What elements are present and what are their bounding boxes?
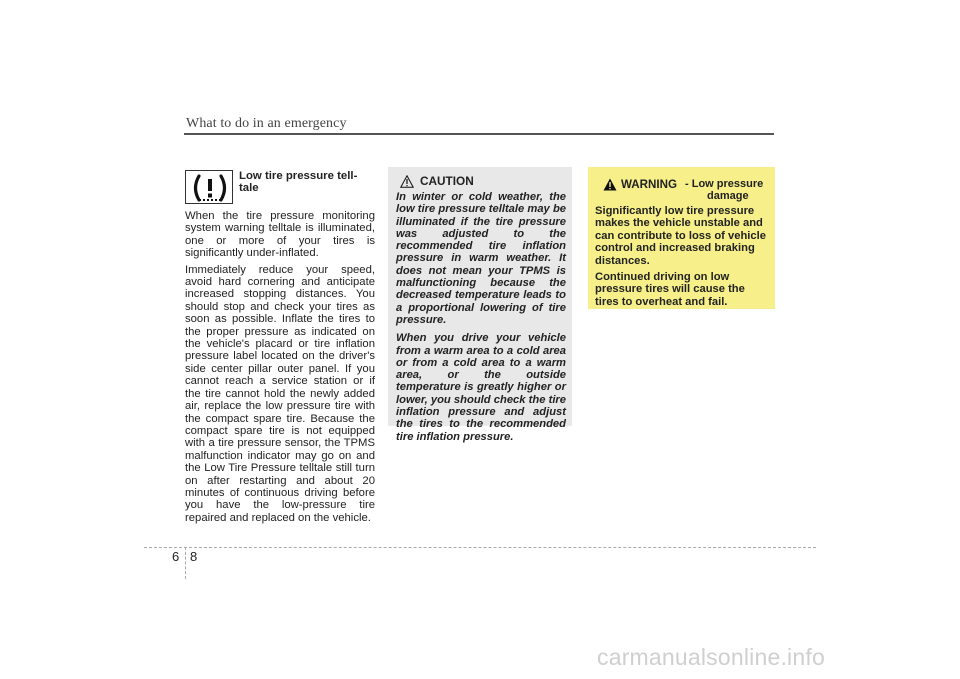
caution-triangle-icon [400, 175, 414, 188]
caution-paragraph: When you drive your vehicle from a warm area to a cold area or from a cold area to a warm area, or the outside temperature is greatly higher or lower, you should check the tire inflation pressure and adjust the tires to the recommended tire inflation pressure. [396, 332, 566, 443]
chapter-number: 6 [172, 549, 180, 564]
telltale-icon-box [185, 170, 233, 204]
warning-paragraph: Continued driving on low pressure tires will cause the tires to overheat and fail. [595, 271, 745, 308]
caution-header [396, 173, 566, 191]
body-text [185, 210, 375, 528]
body-paragraph: Immediately reduce your speed, avoid hard cornering and anticipate increased stopping distances. You should stop and check your tires as soon as possible. Inflate the tires to the proper pressure as indicated on the vehicle's placard or tire inflation pressure label located on the driver's side center pillar outer panel. If you cannot reach a service station or if the tire cannot hold the newly added air, replace the low pressure tire with the compact spare tire. Because the compact spare tire is not equipped with a tire pressure sensor, the TPMS malfunction indicator may go on and the Low Tire Pressure telltale still turn on after restarting and about 20 minutes of continuous driving before you have the low-pressure tire repaired and replaced on the vehicle. [185, 263, 375, 524]
section-title: What to do in an emergency [186, 116, 347, 131]
watermark: carmanualsonline.info [597, 644, 825, 670]
warning-body [595, 205, 769, 308]
warning-triangle-icon [603, 178, 617, 191]
warning-header [595, 173, 769, 202]
footer-divider [144, 547, 816, 548]
header-divider [184, 133, 774, 135]
body-paragraph: When the tire pressure monitoring system warning telltale is illuminated, one or more of your tires is significantly under-inflated. [185, 210, 375, 260]
caution-title: CAUTION [420, 174, 474, 188]
caution-paragraph: In winter or cold weather, the low tire pressure telltale may be illuminated if the tire pressure was adjusted to the recommended tire inflation pressure in warm weather. It does not mean your TPMS is malfunctioning because the decreased temperature leads to a proportional lowering of tire pressure. [396, 191, 566, 326]
warning-title: WARNING [621, 178, 678, 191]
warning-box [588, 167, 775, 309]
warning-subtitle-line2: damage [707, 189, 749, 202]
caution-box [388, 167, 572, 443]
page-number-divider [185, 547, 186, 579]
caution-body [396, 191, 566, 443]
page-number: 8 [190, 549, 198, 564]
low-tire-pressure-icon [190, 173, 230, 203]
page-header [184, 114, 774, 136]
warning-subtitle [685, 179, 775, 202]
warning-paragraph: Significantly low tire pressure makes the vehicle unstable and can contribute to loss of vehicle control and increased braking distances. [595, 205, 766, 267]
warning-subtitle-line1: - Low pressure [685, 178, 764, 190]
telltale-label: Low tire pressure tell-tale [239, 170, 358, 194]
